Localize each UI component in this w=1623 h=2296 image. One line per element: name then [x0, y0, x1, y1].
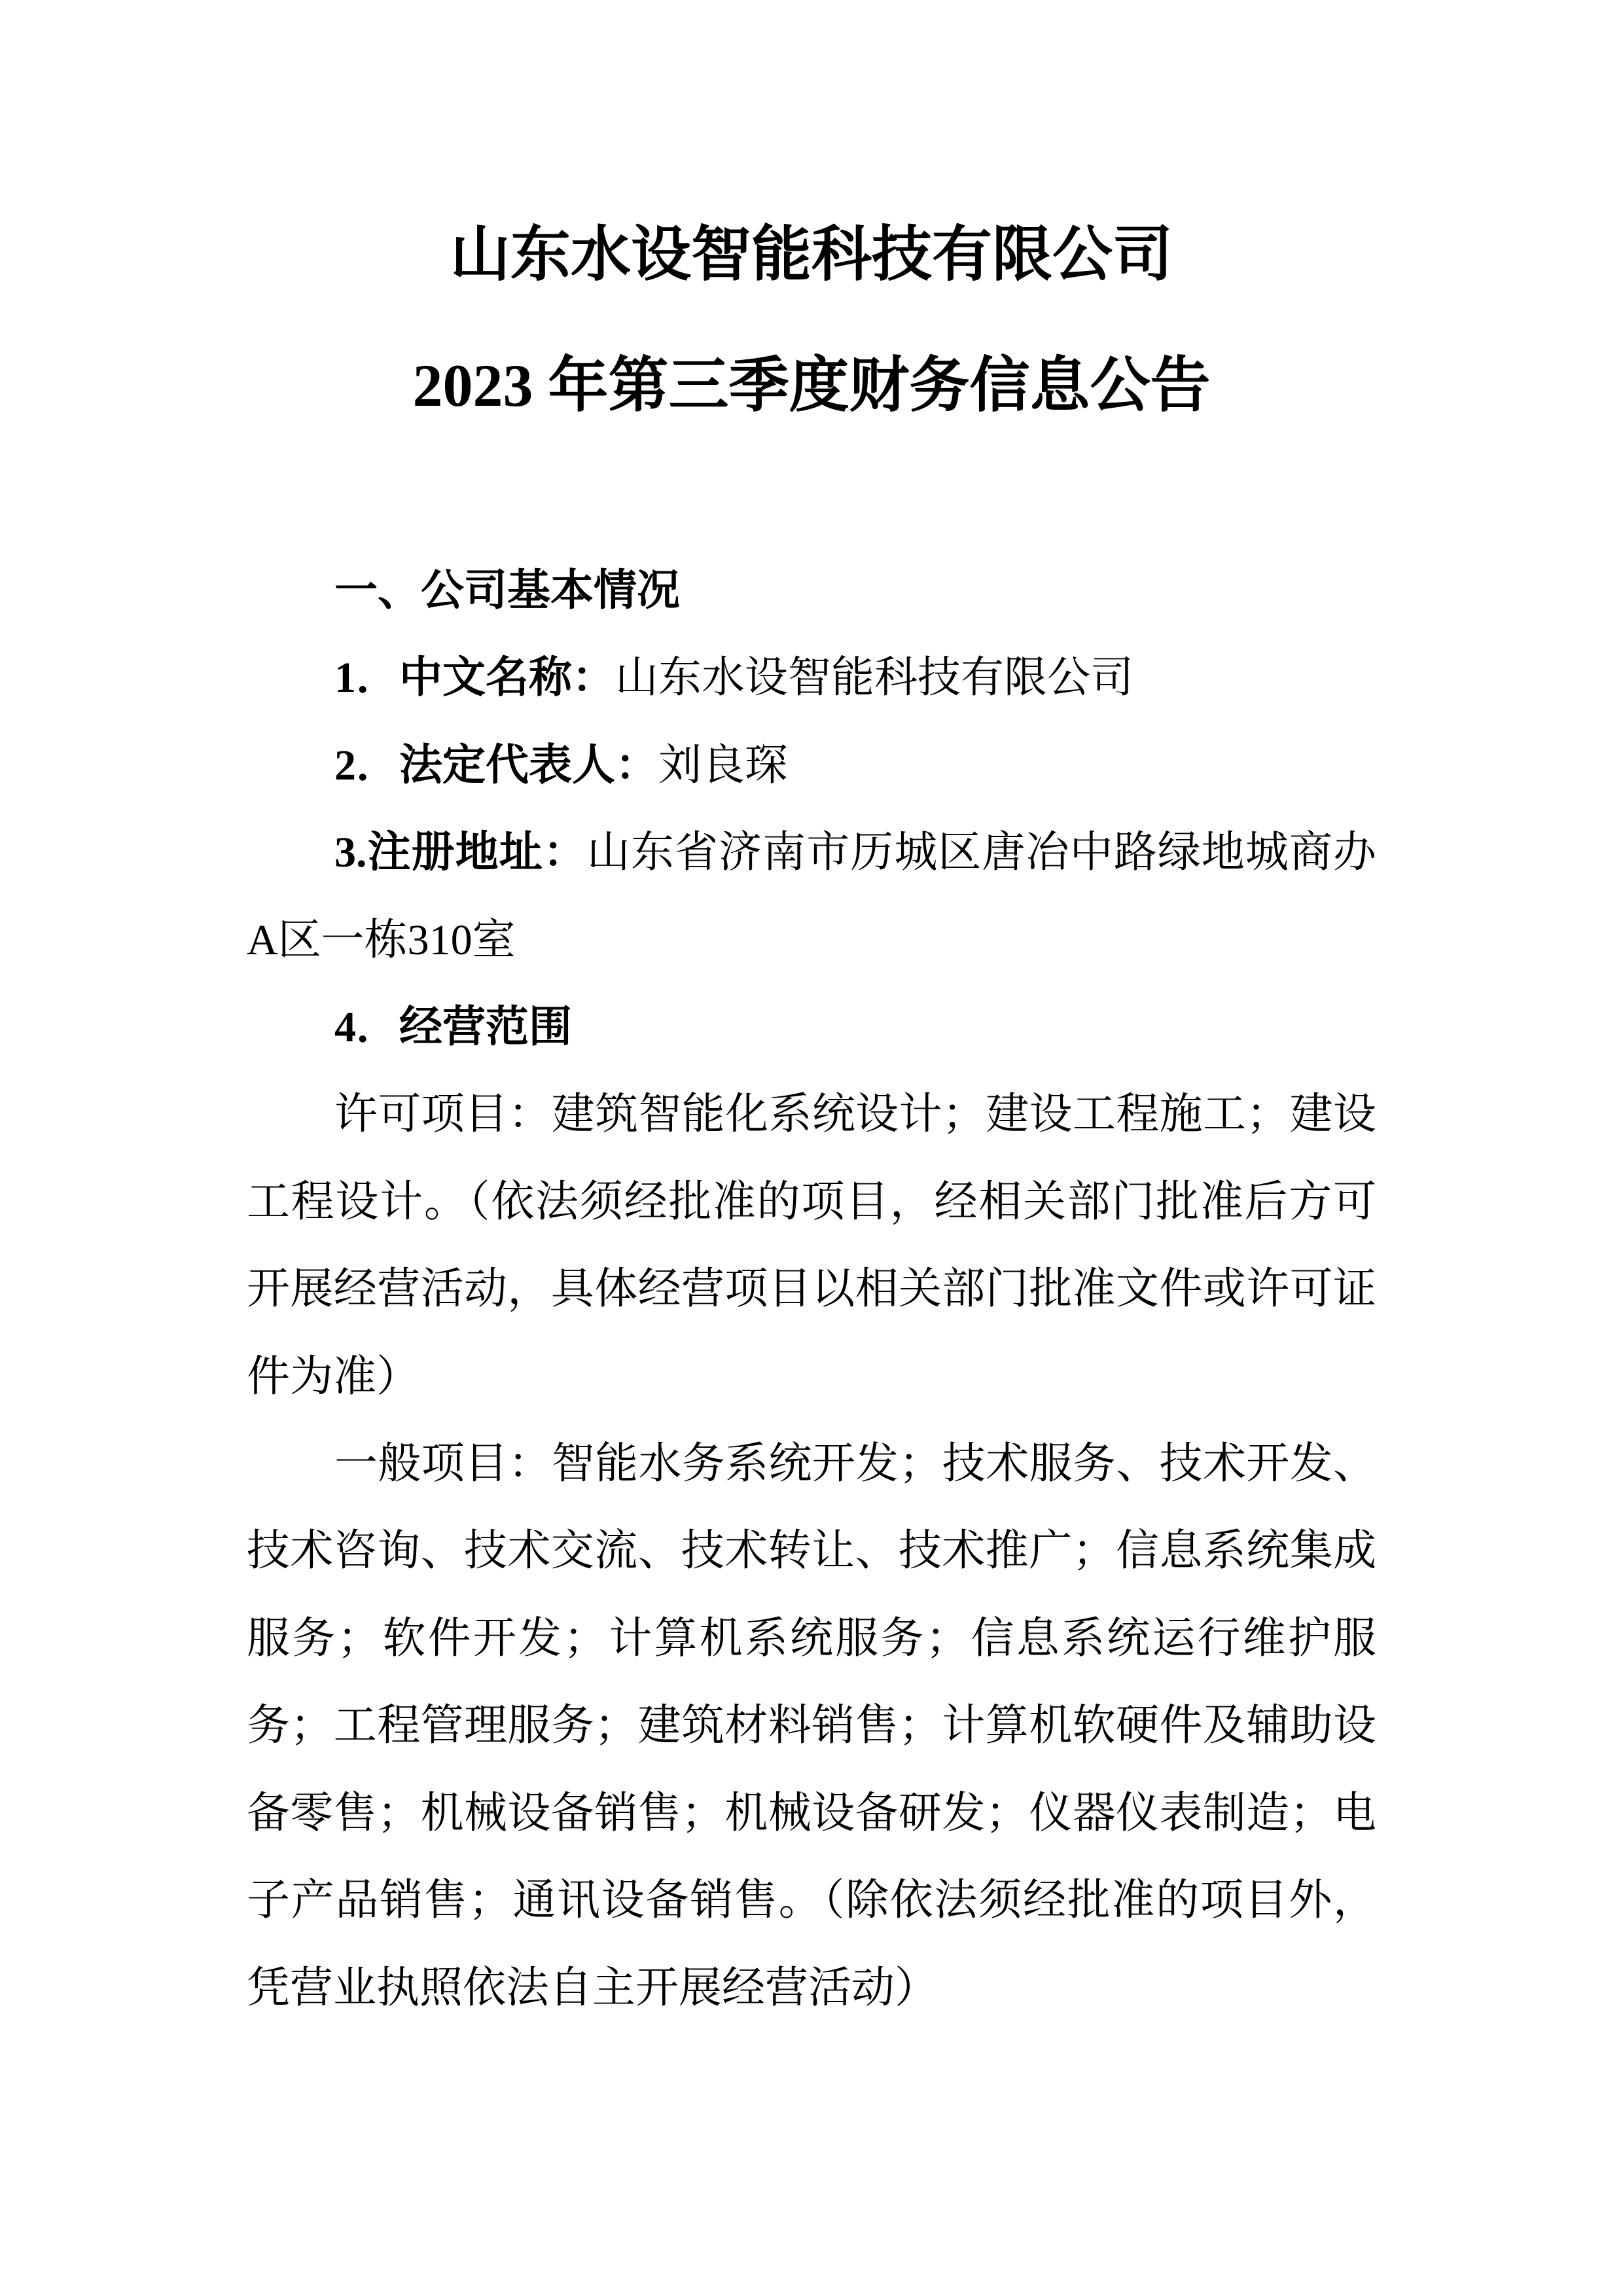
item-chinese-name-label: 1．中文名称： — [334, 654, 615, 702]
licensed-projects-line-text: 件为准） — [247, 1352, 419, 1401]
item-business-scope-heading — [247, 984, 1376, 1071]
general-projects-line — [247, 1945, 1376, 2032]
document-body — [247, 547, 1376, 2032]
licensed-projects-line-text: 工程设计。（依法须经批准的项目，经相关部门批准后方可 — [247, 1177, 1376, 1226]
item-registered-address-label: 3.注册地址： — [334, 829, 587, 877]
general-projects-line-text: 一般项目：智能水务系统开发；技术服务、技术开发、 — [334, 1440, 1376, 1488]
licensed-projects-line-text: 许可项目：建筑智能化系统设计；建设工程施工；建设 — [334, 1090, 1376, 1139]
general-projects-line — [247, 1595, 1376, 1682]
general-projects-line — [247, 1420, 1376, 1507]
item-chinese-name-value: 山东水设智能科技有限公司 — [615, 654, 1133, 702]
item-legal-representative-label: 2．法定代表人： — [334, 741, 658, 789]
item-registered-address-line2 — [247, 897, 1376, 984]
licensed-projects-line — [247, 1071, 1376, 1158]
general-projects-line-text: 服务；软件开发；计算机系统服务；信息系统运行维护服 — [247, 1614, 1376, 1662]
section-heading — [247, 547, 1376, 634]
title-block — [0, 189, 1623, 451]
general-projects-line-text: 务；工程管理服务；建筑材料销售；计算机软硬件及辅助设 — [247, 1702, 1376, 1750]
general-projects-line — [247, 1857, 1376, 1944]
item-chinese-name — [247, 634, 1376, 721]
licensed-projects-line — [247, 1333, 1376, 1420]
item-registered-address-value2: A区一栋310室 — [247, 916, 516, 964]
item-registered-address-value1: 山东省济南市历城区唐冶中路绿地城商办 — [586, 829, 1377, 877]
general-projects-line-text: 技术咨询、技术交流、技术转让、技术推广；信息系统集成 — [247, 1527, 1376, 1575]
general-projects-line-text: 子产品销售；通讯设备销售。（除依法须经批准的项目外， — [247, 1876, 1376, 1925]
document-title: 山东水设智能科技有限公司 — [450, 221, 1173, 288]
general-projects-line-text: 凭营业执照依法自主开展经营活动） — [247, 1964, 938, 2012]
general-projects-line — [247, 1770, 1376, 1857]
item-registered-address-line1 — [247, 809, 1376, 896]
licensed-projects-line-text: 开展经营活动，具体经营项目以相关部门批准文件或许可证 — [247, 1265, 1376, 1314]
licensed-projects-line — [247, 1158, 1376, 1246]
general-projects-line — [247, 1682, 1376, 1769]
section-heading-text: 一、公司基本情况 — [334, 567, 680, 615]
item-legal-representative — [247, 722, 1376, 809]
item-legal-representative-value: 刘良琛 — [658, 741, 788, 789]
general-projects-line-text: 备零售；机械设备销售；机械设备研发；仪器仪表制造；电 — [247, 1789, 1376, 1837]
item-business-scope-heading-text: 4．经营范围 — [334, 1003, 572, 1052]
general-projects-line — [247, 1507, 1376, 1594]
licensed-projects-line — [247, 1246, 1376, 1333]
document-subtitle: 2023 年第三季度财务信息公告 — [412, 352, 1211, 419]
